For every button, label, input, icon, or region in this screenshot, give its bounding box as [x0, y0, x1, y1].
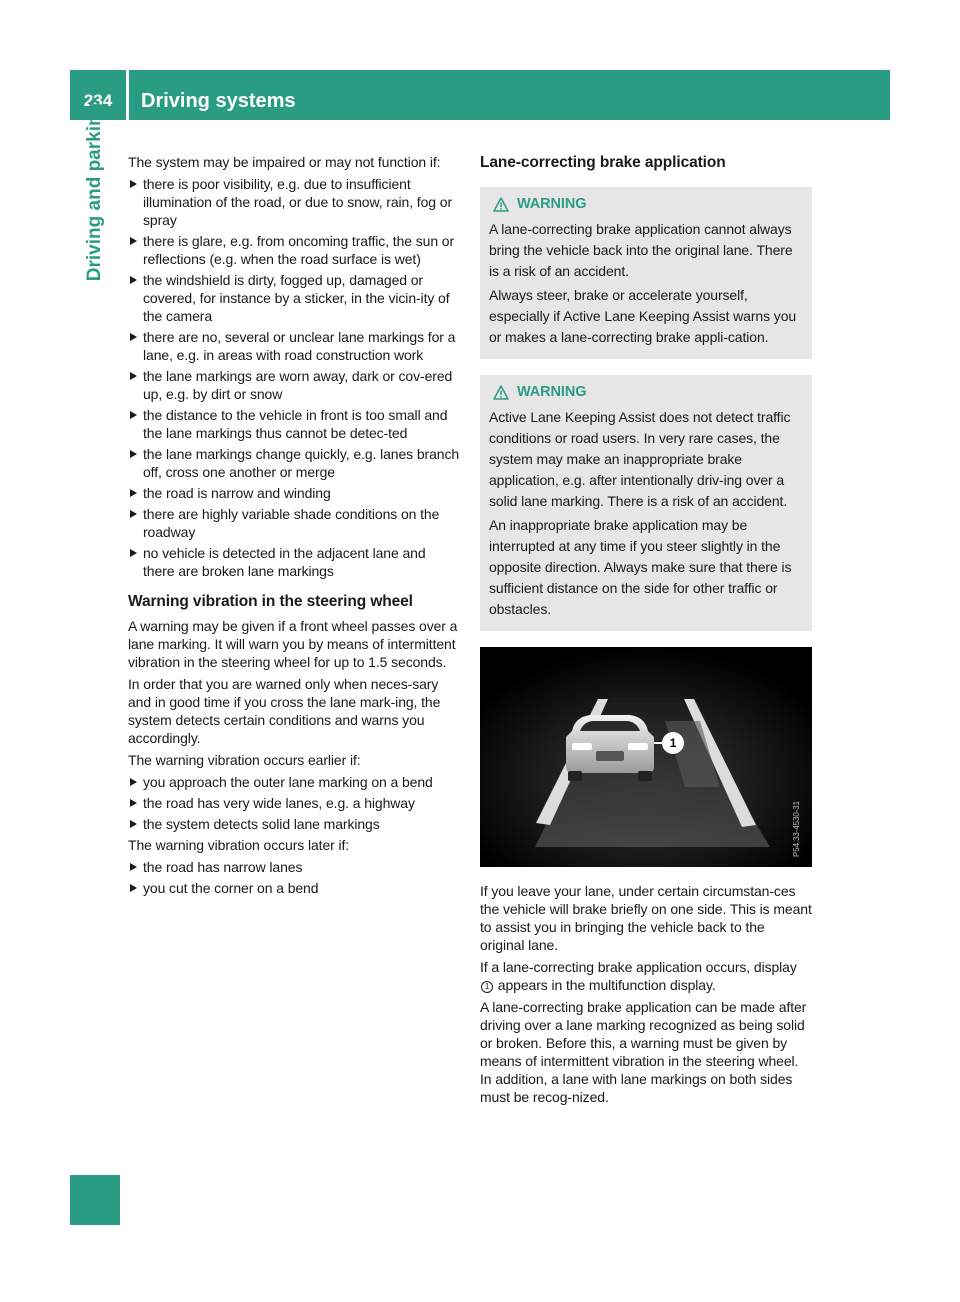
- earlier-intro: The warning vibration occurs earlier if:: [128, 752, 361, 768]
- later-intro: The warning vibration occurs later if:: [128, 837, 350, 853]
- callout-number: 1: [669, 736, 677, 750]
- list-item: no vehicle is detected in the adjacent lane and there are broken lane markings: [128, 544, 460, 580]
- list-item: there are highly variable shade conditions on the roadway: [128, 505, 460, 541]
- list-item: you approach the outer lane marking on a bend: [128, 773, 460, 791]
- list-item: the windshield is dirty, fogged up, damaged or covered, for instance by a sticker, in the vicin-ity of the camera: [128, 271, 460, 325]
- paragraph-part: appears in the multifunction display.: [497, 977, 716, 993]
- list-item: the system detects solid lane markings: [128, 815, 460, 833]
- warning-text: Always steer, brake or accelerate yourself, especially if Active Lane Keeping Assist warns you or makes a lane-correcting brake appli-cation.: [489, 287, 797, 345]
- list-item: the road is narrow and winding: [128, 484, 460, 502]
- warning-box: [480, 187, 812, 359]
- list-item: the road has very wide lanes, e.g. a highway: [128, 794, 460, 812]
- list-item: there is poor visibility, e.g. due to insufficient illumination of the road, or due to snow, rain, fog or spray: [128, 175, 460, 229]
- display-illustration: [480, 647, 812, 867]
- side-tab-block: [70, 1175, 120, 1225]
- paragraph-display: [480, 958, 812, 994]
- warning-text: An inappropriate brake application may be interrupted at any time if you steer slightly in the opposite direction. Always make sure that there is sufficient distance on the side for other traffic or obstacles.: [489, 517, 792, 617]
- warning-header: [489, 382, 803, 403]
- callout-inline: 1: [481, 981, 493, 993]
- warning-label: WARNING: [517, 384, 587, 400]
- earlier-list: [128, 773, 460, 833]
- list-item: the lane markings are worn away, dark or cov-ered up, e.g. by dirt or snow: [128, 367, 460, 403]
- list-item: there is glare, e.g. from oncoming traffic, the sun or reflections (e.g. when the road surface is wet): [128, 232, 460, 268]
- car-icon: [566, 715, 654, 781]
- list-item: the road has narrow lanes: [128, 858, 460, 876]
- warning-label: WARNING: [517, 196, 587, 212]
- header-divider: [126, 70, 129, 120]
- right-column: [480, 153, 812, 1110]
- list-item: you cut the corner on a bend: [128, 879, 460, 897]
- left-column: [128, 153, 460, 900]
- warning-text: Active Lane Keeping Assist does not detect traffic conditions or road users. In very rare cases, the system may make an inappropriate brake application, e.g. after intentionally driv-ing over a solid lane marking. There is a risk of an accident.: [489, 409, 791, 509]
- list-item: the distance to the vehicle in front is too small and the lane markings thus cannot be detec-ted: [128, 406, 460, 442]
- section-heading-lane-correcting: Lane-correcting brake application: [480, 154, 726, 171]
- warning-text: A lane-correcting brake application cannot always bring the vehicle back into the original lane. There is a risk of an accident.: [489, 221, 793, 279]
- warning-box: [480, 375, 812, 631]
- paragraph: A warning may be given if a front wheel passes over a lane marking. It will warn you by means of intermittent vibration in the steering wheel for up to 1.5 seconds.: [128, 618, 458, 670]
- page-number: 234: [83, 91, 113, 110]
- list-item: there are no, several or unclear lane markings for a lane, e.g. in areas with road construction work: [128, 328, 460, 364]
- lane-correcting-display-figure: [480, 647, 812, 867]
- paragraph: A lane-correcting brake application can be made after driving over a lane marking recognized as being solid or broken. Before this, a warning must be given by means of intermittent vibration in the steering wheel. In addition, a lane with lane markings on both sides must be recog-nized.: [480, 999, 807, 1105]
- paragraph: In order that you are warned only when neces-sary and in good time if you cross the lane mark-ing, the system detects certain conditions and warns you accordingly.: [128, 676, 441, 746]
- paragraph: If you leave your lane, under certain circumstan-ces the vehicle will brake briefly on one side. This is meant to assist you in bringing the vehicle back to the original lane.: [480, 883, 812, 953]
- warning-header: [489, 194, 803, 215]
- impair-list: [128, 175, 460, 580]
- warning-triangle-icon: [493, 385, 509, 400]
- figure-code: P54.33-4530-31: [792, 801, 801, 857]
- section-heading-warning-vibration: Warning vibration in the steering wheel: [128, 593, 413, 610]
- later-list: [128, 858, 460, 897]
- paragraph-part: If a lane-correcting brake application occurs, display: [480, 959, 797, 975]
- list-item: the lane markings change quickly, e.g. lanes branch off, cross one another or merge: [128, 445, 460, 481]
- warning-triangle-icon: [493, 197, 509, 212]
- side-tab-label: Driving and parking: [84, 102, 105, 282]
- page-title: Driving systems: [141, 90, 296, 112]
- impair-intro: The system may be impaired or may not function if:: [128, 154, 441, 170]
